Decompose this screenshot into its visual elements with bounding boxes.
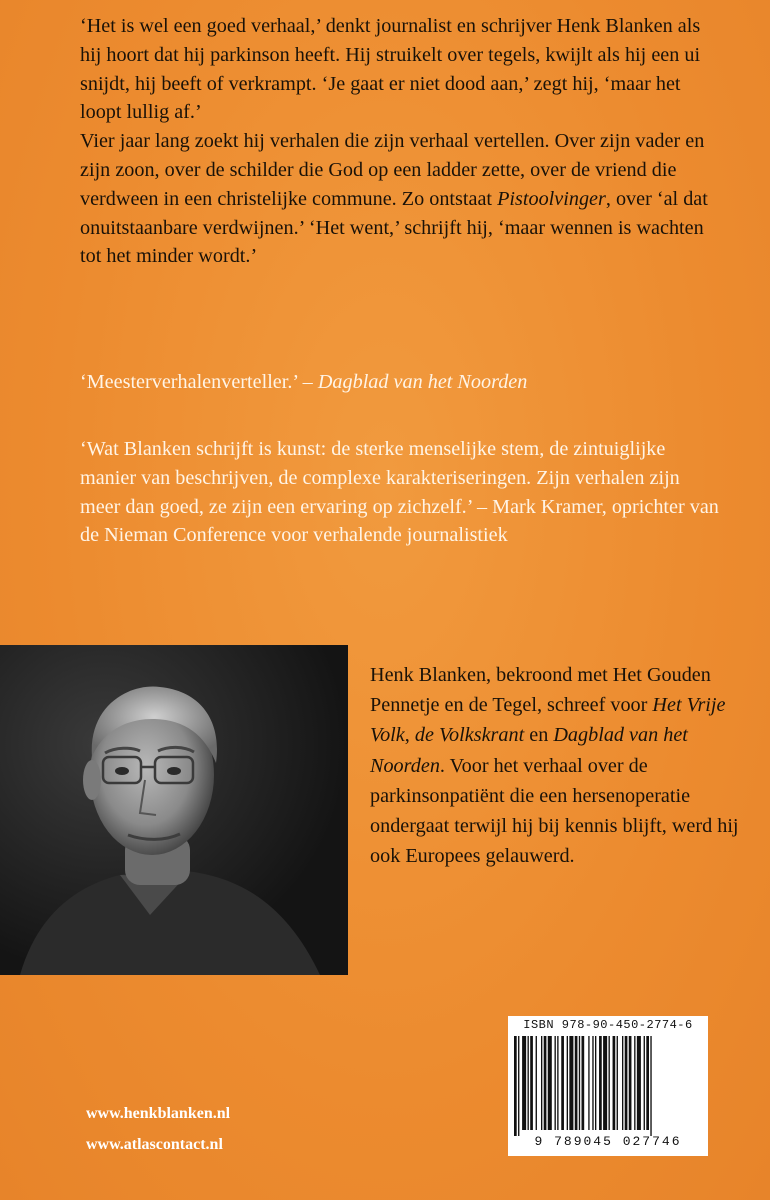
- barcode-bar: [544, 1036, 547, 1130]
- barcode-bar: [646, 1036, 649, 1130]
- barcode-bar: [595, 1036, 596, 1130]
- website-link-author[interactable]: www.henkblanken.nl: [86, 1105, 231, 1122]
- barcode-icon: [508, 1036, 708, 1136]
- barcode-bar: [514, 1036, 517, 1136]
- blurb-paragraph-1: ‘Het is wel een goed verhaal,’ denkt journalist en schrijver Henk Blanken als hij hoort dat hij parkinson heeft. Hij struikelt over tegels, kwijlt als hij een ui snijdt, hij beeft of verkrampt. ‘Je gaat er niet dood aan,’ zegt hij, ‘maar het loopt lullig af.’: [80, 15, 701, 124]
- barcode-bar: [625, 1036, 628, 1130]
- barcode-bar: [530, 1036, 533, 1130]
- barcode-bar: [518, 1036, 519, 1136]
- isbn-barcode: [508, 1016, 708, 1156]
- website-links: [86, 1098, 230, 1160]
- barcode-bar: [528, 1036, 529, 1130]
- barcode-bar: [557, 1036, 558, 1130]
- barcode-bar: [567, 1036, 568, 1130]
- barcode-bar: [644, 1036, 645, 1130]
- review-quote-1: [80, 368, 720, 397]
- barcode-bar: [541, 1036, 542, 1130]
- barcode-bar: [650, 1036, 651, 1136]
- barcode-bar: [536, 1036, 537, 1130]
- blurb-text: Vier jaar lang zoekt hij verhalen die zijn verhaal vertellen. Over zijn vader en zijn zoon, over de schilder die God op een ladder zette, over de vriend die verdween in een christelijke commune. Zo ontstaat: [80, 130, 705, 210]
- barcode-bar: [582, 1036, 585, 1130]
- barcode-bar: [603, 1036, 607, 1130]
- website-link-publisher[interactable]: www.atlascontact.nl: [86, 1136, 223, 1153]
- barcode-bar: [637, 1036, 641, 1130]
- newspaper-title: Dagblad van het Noorden: [370, 724, 688, 777]
- isbn-label: ISBN 978-90-450-2774-6: [523, 1018, 693, 1032]
- newspaper-title: de Volkskrant: [414, 724, 525, 747]
- review-text: ‘Wat Blanken schrijft is kunst: de sterke menselijke stem, de zintuiglijke manier van beschrijven, de complexe karakteriseringen. Zijn verhalen zijn meer dan goed, ze zijn een ervaring op zichzelf.’ – Mark Kramer, oprichter van de Nieman Conference voor verhalende journalistiek: [80, 438, 719, 547]
- review-quote-2: [80, 435, 720, 550]
- barcode-bar: [613, 1036, 616, 1130]
- barcode-bar: [592, 1036, 593, 1130]
- blurb: [80, 12, 710, 271]
- barcode-bar: [634, 1036, 635, 1130]
- barcode-bar: [617, 1036, 618, 1130]
- barcode-bar: [599, 1036, 602, 1130]
- review-text: ‘Meesterverhalenverteller.’ –: [80, 371, 318, 393]
- author-photo: [0, 645, 348, 975]
- blurb-text: , over ‘al dat onuitstaanbare verdwijnen.’ ‘Het went,’ schrijft hij, ‘maar wennen is wachten tot het minder wordt.’: [80, 187, 708, 268]
- barcode-bar: [548, 1036, 552, 1130]
- book-title: Pistoolvinger: [497, 187, 606, 210]
- barcode-bar: [569, 1036, 573, 1130]
- barcode-bar: [622, 1036, 623, 1130]
- author-portrait-icon: [0, 645, 348, 975]
- barcode-digits: 9 789045 027746: [534, 1134, 682, 1149]
- review-source: Dagblad van het Noorden: [317, 371, 528, 393]
- barcode-bar: [575, 1036, 578, 1130]
- barcode-bar: [555, 1036, 556, 1130]
- barcode-bar: [629, 1036, 632, 1130]
- author-bio: Henk Blanken, bekroond met Het Gouden Pennetje en de Tegel, schreef voor Het Vrije Volk, de Volkskrant en Dagblad van het Noorden. Voor het verhaal over de parkinsonpatiënt die een hersenoperatie ondergaat terwijl hij bij kennis blijft, werd hij ook Europees gelauwerd.: [370, 664, 739, 868]
- newspaper-title: Het Vrije Volk: [370, 694, 726, 747]
- blurb-paragraph-2: [80, 127, 710, 271]
- barcode-bar: [579, 1036, 580, 1130]
- bio-text: . Voor het verhaal over de parkinsonpatiënt die een hersenoperatie ondergaat terwijl hij bij kennis blijft, werd hij ook Europees gelauwerd.: [370, 754, 739, 868]
- barcode-bar: [561, 1036, 564, 1130]
- barcode-bar: [522, 1036, 526, 1130]
- barcode-bar: [609, 1036, 610, 1130]
- barcode-bar: [588, 1036, 589, 1130]
- bio-text: Henk Blanken, bekroond met Het Gouden Pennetje en de Tegel, schreef voor: [370, 664, 711, 717]
